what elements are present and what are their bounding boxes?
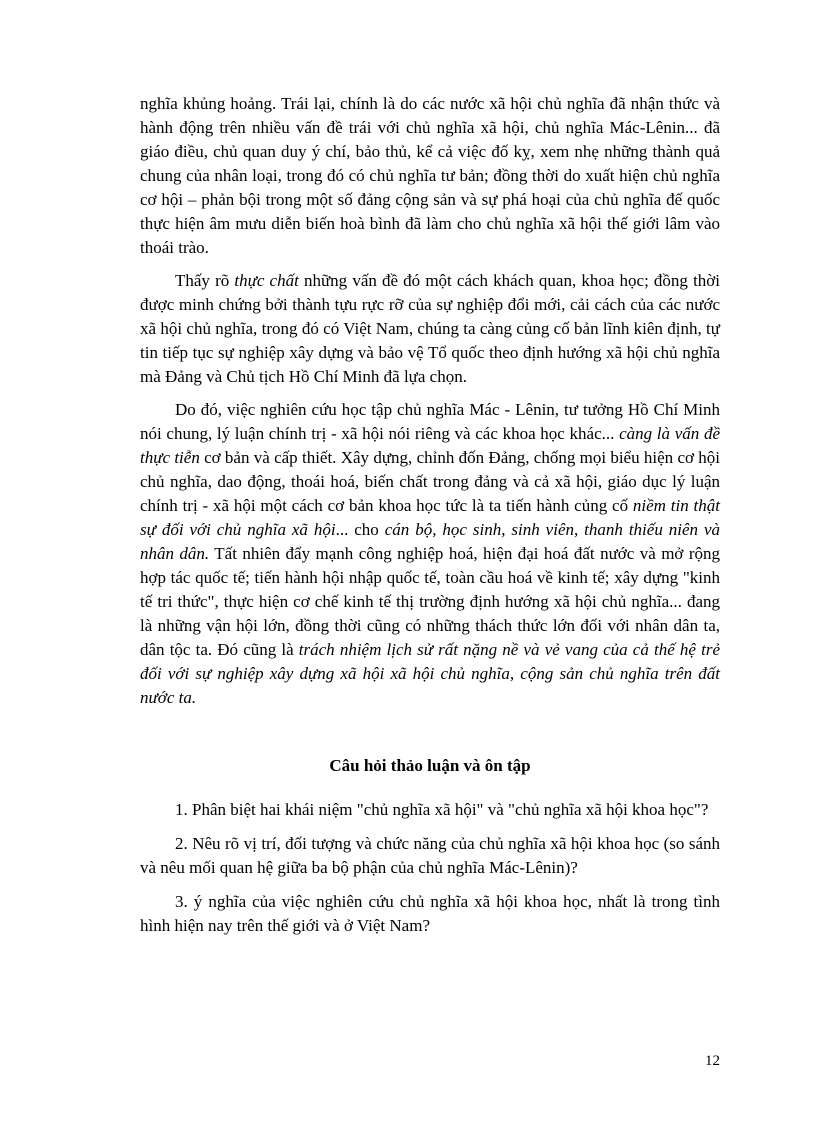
paragraph-1: nghĩa khủng hoảng. Trái lại, chính là do các nước xã hội chủ nghĩa đã nhận thức và hành động trên nhiều vấn đề trái với chủ nghĩa xã hội, chủ nghĩa Mác-Lênin... đã giáo điều, chủ quan duy ý chí, bảo thủ, kể cả việc đố kỵ, xem nhẹ những thành quả chung của nhân loại, trong đó có chủ nghĩa tư bản; đồng thời do xuất hiện chủ nghĩa cơ hội – phản bội trong một số đảng cộng sản và sự phá hoại của chủ nghĩa đế quốc thực hiện âm mưu diễn biến hoà bình đã làm cho chủ nghĩa xã hội thế giới lâm vào thoái trào. (140, 94, 720, 257)
paragraph-3-text: ... cho (335, 520, 385, 539)
paragraph-2-text: những vấn đề đó một cách khách quan, khoa học; đồng thời được minh chứng bởi thành tựu rực rỡ của sự nghiệp đổi mới, cải cách của các nước xã hội chủ nghĩa, trong đó có Việt Nam, chúng ta càng củng cố bản lĩnh kiên định, tự tin tiếp tục sự nghiệp xây dựng và bảo vệ Tổ quốc theo định hướng xã hội chủ nghĩa mà Đảng và Chủ tịch Hồ Chí Minh đã lựa chọn. (140, 271, 721, 386)
paragraph-3-emphasis: cán bộ, học sinh, sinh viên, thanh thiếu niên và nhân dân. (140, 520, 720, 563)
question-3: 3. ý nghĩa của việc nghiên cứu chủ nghĩa xã hội khoa học, nhất là trong tình hình hiện nay trên thế giới và ở Việt Nam? (140, 892, 720, 935)
paragraph-3-emphasis: càng là vấn đề thực tiễn (140, 424, 720, 467)
paragraph-3-text: Tất nhiên đẩy mạnh công nghiệp hoá, hiện đại hoá đất nước và mở rộng hợp tác quốc tế; tiến hành hội nhập quốc tế, toàn cầu hoá về kinh tế; xây dựng "kinh tế tri thức", thực hiện cơ chế kinh tế thị trường định hướng xã hội chủ nghĩa... đang là những vận hội lớn, đồng thời cũng có những thách thức lớn đối với nhân dân ta, dân tộc ta. Đó cũng là (140, 544, 720, 659)
paragraph-3-emphasis: trách nhiệm lịch sử rất nặng nề và vẻ vang của cả thế hệ trẻ đối với sự nghiệp xây dựng xã hội xã hội chủ nghĩa, cộng sản chủ nghĩa trên đất nước ta. (140, 640, 720, 707)
paragraph-2-emphasis: thực chất (234, 271, 299, 290)
document-page (140, 92, 720, 948)
question-2: 2. Nêu rõ vị trí, đối tượng và chức năng của chủ nghĩa xã hội khoa học (so sánh và nêu mối quan hệ giữa ba bộ phận của chủ nghĩa Mác-Lênin)? (140, 834, 720, 877)
paragraph-2 (140, 269, 720, 389)
paragraph-3-text: cơ bản và cấp thiết. Xây dựng, chỉnh đốn Đảng, chống mọi biểu hiện cơ hội chủ nghĩa, dao động, thoái hoá, biến chất trong đảng và cả xã hội, giáo dục lý luận chính trị - xã hội một cách cơ bản khoa học tức là ta tiến hành củng cố (140, 448, 720, 515)
paragraph-3 (140, 398, 720, 710)
paragraph-2-text: Thấy rõ (175, 271, 235, 290)
page-number: 12 (705, 1053, 720, 1069)
paragraph-3-text: Do đó, việc nghiên cứu học tập chủ nghĩa Mác - Lênin, tư tưởng Hồ Chí Minh nói chung, lý luận chính trị - xã hội nói riêng và các khoa học khác... (140, 400, 720, 443)
section-heading: Câu hỏi thảo luận và ôn tập (329, 756, 531, 775)
paragraph-3-emphasis: niềm tin thật sự đối với chủ nghĩa xã hội (140, 496, 720, 539)
question-1: 1. Phân biệt hai khái niệm "chủ nghĩa xã hội" và "chủ nghĩa xã hội khoa học"? (175, 800, 709, 819)
